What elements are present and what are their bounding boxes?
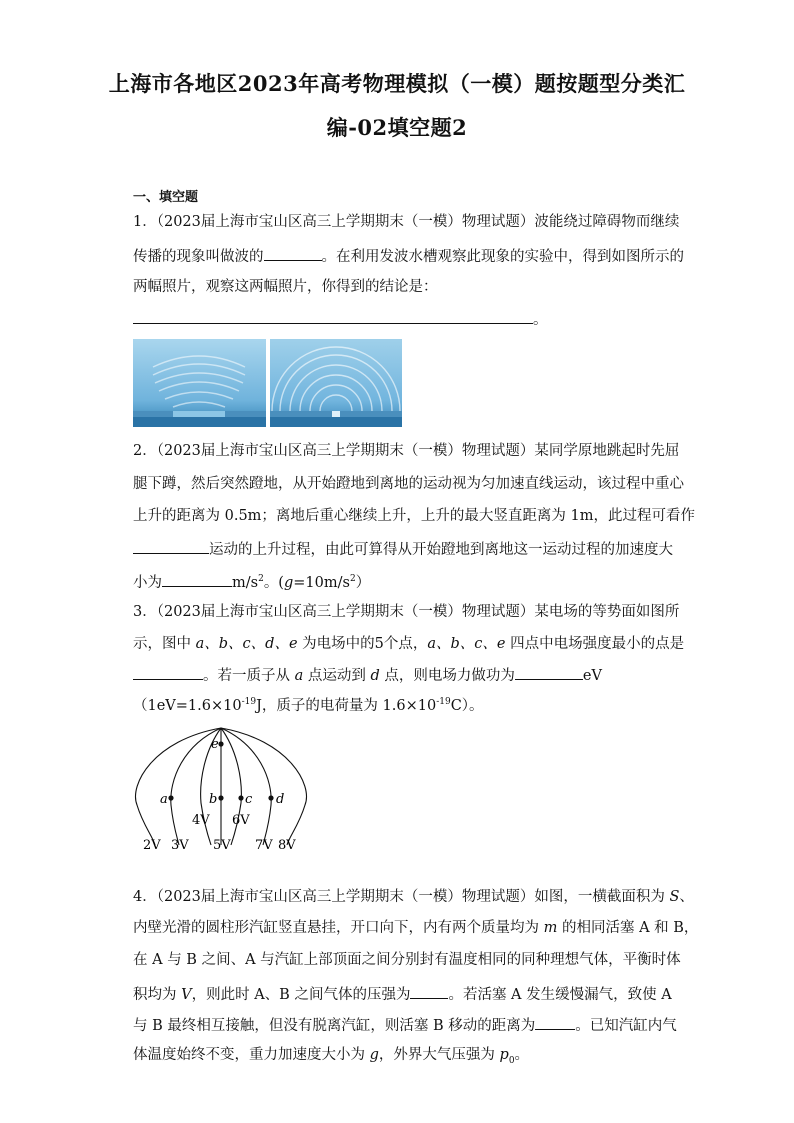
- q4-text: ，则此时 A、B 之间气体的压强为: [191, 987, 411, 1003]
- q2-sup: 2: [349, 574, 356, 584]
- q3-point: a: [294, 668, 304, 684]
- q3-text: J，质子的电荷量为 1.6×10: [256, 697, 437, 714]
- label-5v: 5V: [213, 838, 231, 853]
- section-heading: 一、填空题: [133, 190, 199, 205]
- label-a: a: [160, 792, 168, 807]
- q3-text: 。若一质子从: [203, 668, 295, 684]
- q2-g: g: [283, 574, 294, 591]
- q4-line5: [133, 1014, 677, 1036]
- q1-line4: [133, 308, 548, 330]
- q3-line1: 3．（2023届上海市宝山区高三上学期期末（一模）物理试题）某电场的等势面如图所: [133, 604, 680, 620]
- q4-var: S: [669, 889, 680, 905]
- q4-line4: [133, 983, 672, 1005]
- q2-line2: 腿下蹲，然后突然蹬地，从开始蹬地到离地的运动视为匀加速直线运动，该过程中重心: [133, 476, 684, 492]
- q1-end: 。: [533, 312, 548, 328]
- q2-text: =10m/s: [293, 574, 350, 591]
- q1-blank1[interactable]: [264, 245, 322, 261]
- q3-sup: -19: [436, 697, 451, 707]
- point-a: [168, 795, 173, 800]
- q4-text: 。: [514, 1047, 530, 1063]
- q4-text: 内壁光滑的圆柱形汽缸竖直悬挂，开口向下，内有两个质量均为: [133, 920, 544, 936]
- q1-blank2[interactable]: [133, 308, 533, 324]
- q4-sub: 0: [508, 1055, 515, 1066]
- q2-line4: [133, 538, 673, 560]
- q4-line2: [133, 918, 698, 938]
- q4-text: 体温度始终不变，重力加速度大小为: [133, 1047, 370, 1063]
- q4-text: 。若活塞 A 发生缓慢漏气，致使 A: [448, 987, 672, 1003]
- q3-blank1[interactable]: [133, 664, 203, 680]
- q3-points: a、b、c、e: [427, 636, 506, 652]
- wave-photo-2: [270, 339, 402, 427]
- point-c: [238, 795, 243, 800]
- q3-text: C）。: [450, 697, 484, 714]
- label-d: d: [276, 792, 285, 807]
- label-b: b: [209, 792, 218, 807]
- q4-var: g: [369, 1047, 379, 1063]
- label-c: c: [245, 792, 253, 807]
- equipotential-diagram: [133, 725, 323, 860]
- q3-text: （1eV=1.6×10: [133, 697, 242, 714]
- q4-line3: 在 A 与 B 之间、A 与汽缸上部顶面之间分别封有温度相同的同种理想气体，平衡时体: [133, 952, 681, 968]
- q4-text: 与 B 最终相互接触，但没有脱离汽缸，则活塞 B 移动的距离为: [133, 1018, 536, 1034]
- wave-photo-1: [133, 339, 266, 427]
- q2-line1: 2．（2023届上海市宝山区高三上学期期末（一模）物理试题）某同学原地跳起时先屈: [133, 443, 680, 459]
- q3-line3: [133, 664, 602, 686]
- q4-text: 。已知汽缸内气: [575, 1018, 677, 1034]
- q4-text: ，外界大气压强为: [378, 1047, 500, 1063]
- q4-text: 的相同活塞 A 和 B，: [557, 920, 699, 936]
- q4-line1: [133, 887, 694, 907]
- label-2v: 2V: [143, 838, 161, 853]
- q4-text: 积均为: [133, 987, 182, 1003]
- q1-line2: [133, 245, 684, 267]
- q4-blank2[interactable]: [535, 1014, 575, 1030]
- q2-line3: 上升的距离为 0.5m；离地后重心继续上升，上升的最大竖直距离为 1m，此过程可看作: [133, 508, 695, 524]
- q2-text: 运动的上升过程，由此可算得从开始蹬地到离地这一运动过程的加速度大: [209, 542, 673, 558]
- q1-text: 。在利用发波水槽观察此现象的实验中，得到如图所示的: [321, 249, 684, 265]
- q3-line4: [133, 692, 484, 716]
- page-title-line1: 上海市各地区2023年高考物理模拟（一模）题按题型分类汇: [108, 71, 686, 96]
- label-e: e: [211, 737, 219, 752]
- q3-text: 四点中电场强度最小的点是: [505, 636, 685, 652]
- q3-text: 点，则电场力做功为: [379, 668, 515, 684]
- q1-line1: 1．（2023届上海市宝山区高三上学期期末（一模）物理试题）波能绕过障碍物而继续: [133, 214, 680, 230]
- q4-var: p: [499, 1047, 509, 1063]
- q4-text: 、: [679, 889, 694, 905]
- label-4v: 4V: [192, 813, 210, 828]
- q3-unit: eV: [582, 668, 602, 684]
- q2-blank2[interactable]: [162, 571, 232, 587]
- page-title-line2: 编-02填空题2: [326, 115, 468, 140]
- q3-blank2[interactable]: [515, 664, 583, 680]
- q2-text: ）: [355, 574, 371, 591]
- q4-var: m: [543, 920, 558, 936]
- label-7v: 7V: [255, 838, 273, 853]
- q4-line6: [133, 1045, 529, 1071]
- point-d: [268, 795, 273, 800]
- q3-text: 示，图中: [133, 636, 196, 652]
- q4-text: 4．（2023届上海市宝山区高三上学期期末（一模）物理试题）如图，一横截面积为: [133, 889, 670, 905]
- q3-sup: -19: [241, 697, 257, 707]
- label-3v: 3V: [171, 838, 189, 853]
- q2-unit: m/s: [232, 574, 259, 591]
- q1-line3: 两幅照片，观察这两幅照片，你得到的结论是：: [133, 279, 438, 295]
- q1-text: 传播的现象叫做波的: [133, 249, 264, 265]
- q3-point: d: [370, 668, 380, 684]
- q3-line2: [133, 634, 684, 654]
- q3-text: 为电场中的5个点，: [297, 636, 428, 652]
- q2-text: 。(: [263, 574, 284, 591]
- q2-text: 小为: [133, 574, 162, 591]
- q3-points: a、b、c、d、e: [195, 636, 298, 652]
- point-e: [218, 741, 223, 746]
- q2-sup: 2: [258, 574, 264, 584]
- label-6v: 6V: [232, 813, 250, 828]
- q2-blank1[interactable]: [133, 538, 209, 554]
- label-8v: 8V: [278, 838, 296, 853]
- q2-line5: [133, 569, 370, 593]
- point-b: [218, 795, 223, 800]
- q3-text: 点运动到: [303, 668, 371, 684]
- q4-blank1[interactable]: [410, 983, 448, 999]
- q4-var: V: [181, 987, 192, 1003]
